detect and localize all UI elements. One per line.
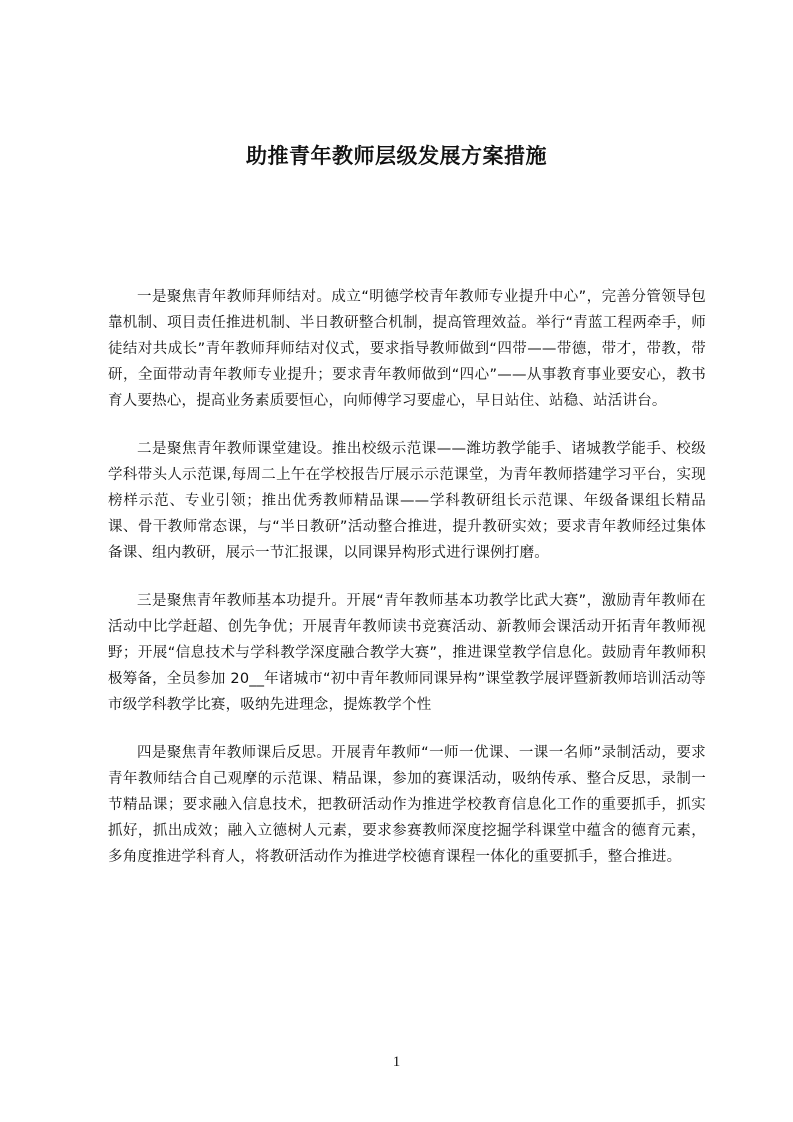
paragraph-3: 三是聚焦青年教师基本功提升。开展“青年教师基本功教学比武大赛”，激励青年教师在活动中比学赶超、创先争优；开展青年教师读书竞赛活动、新教师会课活动开拓青年教师视野；开展“信息技术与学科教学深度融合教学大赛”，推进课堂教学信息化。鼓励青年教师积极筹备，全员参加 20__年诸城市“初中青年教师同课异构”课堂教学展评暨新教师培训活动等市级学科教学比赛，吸纳先进理念，提炼教学个性 bbox=[108, 593, 706, 713]
paragraph-1: 一是聚焦青年教师拜师结对。成立“明德学校青年教师专业提升中心”，完善分管领导包靠机制、项目责任推进机制、半日教研整合机制，提高管理效益。举行“青蓝工程两牵手，师徒结对共成长”青年教师拜师结对仪式，要求指导教师做到“四带——带德，带才，带教，带研，全面带动青年教师专业提升；要求青年教师做到“四心”——从事教育事业要安心，教书育人要热心，提高业务素质要恒心，向师傅学习要虚心，早日站住、站稳、站活讲台。 bbox=[108, 289, 706, 409]
document-title: 助推青年教师层级发展方案措施 bbox=[246, 144, 547, 168]
paragraph-4: 四是聚焦青年教师课后反思。开展青年教师“一师一优课、一课一名师”录制活动，要求青年教师结合自己观摩的示范课、精品课，参加的赛课活动，吸纳传承、整合反思，录制一节精品课；要求融入信息技术，把教研活动作为推进学校教育信息化工作的重要抓手，抓实抓好，抓出成效；融入立德树人元素，要求参赛教师深度挖掘学科课堂中蕴含的德育元素，多角度推进学科育人，将教研活动作为推进学校德育课程一体化的重要抓手，整合推进。 bbox=[108, 745, 706, 865]
document-body bbox=[108, 284, 706, 892]
page-number: 1 bbox=[392, 1054, 401, 1070]
paragraph-2: 二是聚焦青年教师课堂建设。推出校级示范课——潍坊教学能手、诸城教学能手、校级学科带头人示范课,每周二上午在学校报告厅展示示范课堂，为青年教师搭建学习平台，实现榜样示范、专业引领；推出优秀教师精品课——学科教研组长示范课、年级备课组长精品课、骨干教师常态课，与“半日教研”活动整合推进，提升教研实效；要求青年教师经过集体备课、组内教研，展示一节汇报课，以同课异构形式进行课例打磨。 bbox=[108, 441, 706, 561]
